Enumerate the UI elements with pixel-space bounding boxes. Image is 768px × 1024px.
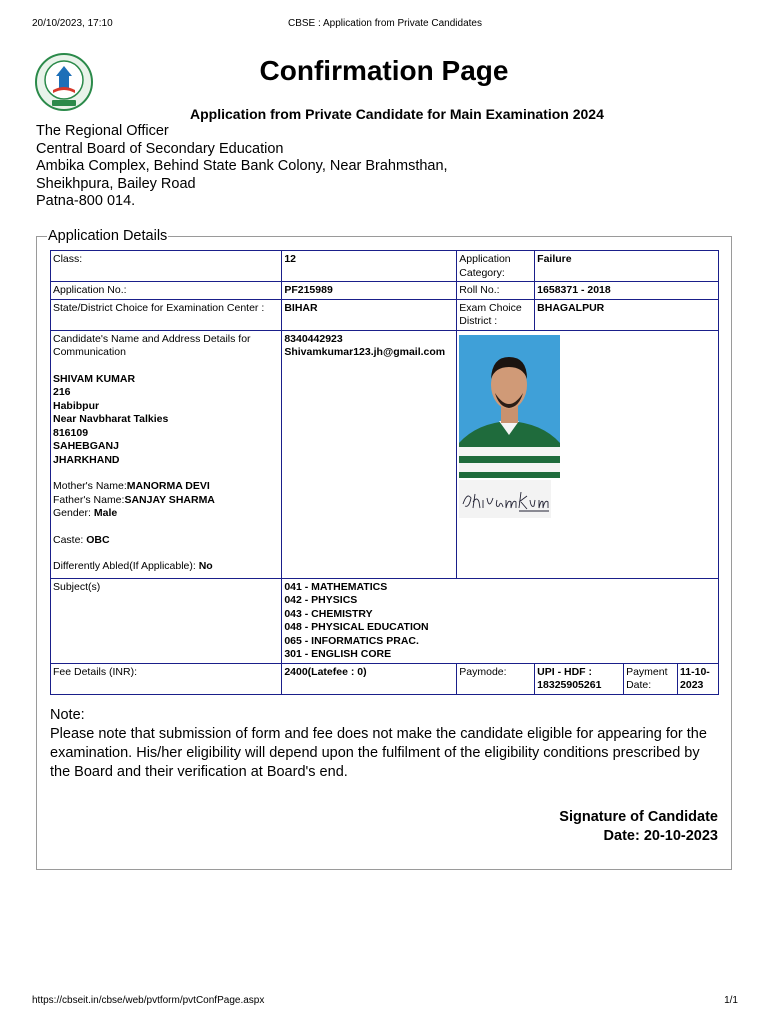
payment-date-label: Payment Date: <box>624 663 678 694</box>
print-footer <box>32 995 738 1009</box>
address-line: Patna-800 014. <box>36 193 136 209</box>
class-value: 12 <box>282 251 457 282</box>
candidate-details-label: Candidate's Name and Address Details for Communication <box>53 332 251 358</box>
roll-no-value: 1658371 - 2018 <box>535 282 719 300</box>
address-line: Sheikhpura, Bailey Road <box>36 175 196 192</box>
candidate-address-line: Habibpur <box>53 399 100 412</box>
paymode-label: Paymode: <box>457 663 535 694</box>
gender-row <box>53 507 279 521</box>
application-details-table <box>50 250 719 695</box>
father-name-label: Father's Name: <box>53 493 125 506</box>
candidate-address-line: 816109 <box>53 426 89 439</box>
caste-label: Caste: <box>53 533 87 546</box>
candidate-address-line: SAHEBGANJ <box>53 440 119 452</box>
table-row <box>51 663 719 694</box>
signature-label: Signature of Candidate <box>559 809 718 825</box>
father-name-value: SANJAY SHARMA <box>124 493 215 506</box>
father-name-row <box>53 494 279 508</box>
gender-value: Male <box>93 507 118 519</box>
print-header <box>32 18 738 32</box>
subject-item: 042 - PHYSICS <box>284 594 358 606</box>
subject-item: 065 - INFORMATICS PRAC. <box>284 634 419 647</box>
caste-value: OBC <box>86 533 110 546</box>
candidate-address-line: JHARKHAND <box>53 453 120 466</box>
subject-item: 048 - PHYSICAL EDUCATION <box>284 621 429 633</box>
subject-item: 301 - ENGLISH CORE <box>284 648 392 660</box>
section-legend: Application Details <box>48 228 168 244</box>
candidate-address-line: Near Navbharat Talkies <box>53 413 169 425</box>
table-row <box>51 251 719 282</box>
exam-district-value: BHAGALPUR <box>535 299 719 330</box>
table-row <box>51 330 719 578</box>
page-subtitle: Application from Private Candidate for Main Examination 2024 <box>190 106 604 122</box>
application-no-value: PF215989 <box>282 282 457 300</box>
candidate-address-line: 216 <box>53 386 71 398</box>
signature-block <box>559 808 718 846</box>
address-line: Ambika Complex, Behind State Bank Colony, Near Brahmsthan, <box>36 158 448 174</box>
signature-date: Date: 20-10-2023 <box>603 828 718 844</box>
state-choice-value: BIHAR <box>282 299 457 330</box>
table-row <box>51 299 719 330</box>
state-choice-label: State/District Choice for Examination Center : <box>51 299 282 330</box>
roll-no-label: Roll No.: <box>457 282 535 300</box>
disability-label: Differently Abled(If Applicable): <box>53 560 199 572</box>
note-title: Note: <box>50 707 85 723</box>
gender-label: Gender: <box>53 507 94 519</box>
exam-district-label: Exam Choice District : <box>457 299 535 330</box>
regional-office-address <box>36 123 448 211</box>
contact-cell <box>282 330 457 578</box>
candidate-details-cell <box>51 330 282 578</box>
subjects-label: Subject(s) <box>51 578 282 663</box>
address-line: Central Board of Secondary Education <box>36 140 284 157</box>
print-page-number: 1/1 <box>724 995 738 1006</box>
disability-value: No <box>198 560 213 572</box>
photo-signature-cell <box>457 330 719 578</box>
table-row <box>51 578 719 663</box>
class-label: Class: <box>51 251 282 282</box>
page-title: Confirmation Page <box>259 55 509 86</box>
caste-row <box>53 534 279 548</box>
note-section <box>50 706 720 782</box>
category-value: Failure <box>535 251 719 282</box>
category-label: Application Category: <box>457 251 535 282</box>
print-title: CBSE : Application from Private Candidates <box>288 18 482 29</box>
print-datetime: 20/10/2023, 17:10 <box>32 18 113 29</box>
table-row <box>51 282 719 300</box>
candidate-photo <box>459 335 560 478</box>
address-line: The Regional Officer <box>36 123 169 139</box>
payment-date-value: 11-10-2023 <box>678 663 719 694</box>
phone-number: 8340442923 <box>284 332 343 345</box>
mother-name-value: MANORMA DEVI <box>126 480 210 492</box>
mother-name-row <box>53 480 279 494</box>
paymode-value: UPI - HDF : 18325905261 <box>535 663 624 694</box>
subject-item: 043 - CHEMISTRY <box>284 607 373 620</box>
fee-details-value: 2400(Latefee : 0) <box>282 663 457 694</box>
disability-row <box>53 560 279 574</box>
candidate-signature-image <box>459 480 551 518</box>
subject-item: 041 - MATHEMATICS <box>284 580 388 593</box>
candidate-name: SHIVAM KUMAR <box>53 372 136 385</box>
print-url: https://cbseit.in/cbse/web/pvtform/pvtConfPage.aspx <box>32 995 265 1006</box>
email-address: Shivamkumar123.jh@gmail.com <box>284 346 446 358</box>
subjects-list <box>282 578 719 663</box>
application-no-label: Application No.: <box>51 282 282 300</box>
mother-name-label: Mother's Name: <box>53 480 127 492</box>
note-text: Please note that submission of form and fee does not make the candidate eligible for appearing for the examination. His/her eligibility will depend upon the fulfilment of the eligibility conditions prescribed by the Board and their verification at Board's end. <box>50 726 707 780</box>
fee-details-label: Fee Details (INR): <box>51 663 282 694</box>
